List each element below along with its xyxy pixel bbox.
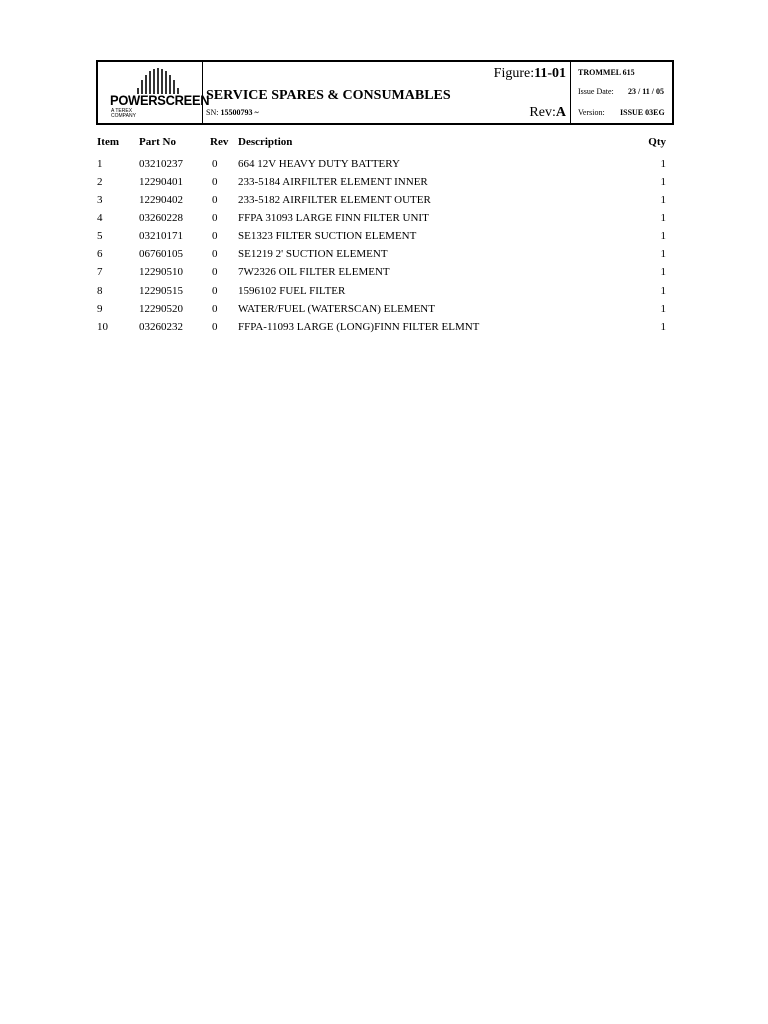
part-description: 233-5184 AIRFILTER ELEMENT INNER bbox=[238, 176, 428, 188]
part-rev: 0 bbox=[212, 248, 218, 260]
table-row bbox=[0, 303, 768, 321]
part-qty: 1 bbox=[660, 158, 666, 170]
table-row bbox=[0, 248, 768, 266]
version-value: ISSUE 03EG bbox=[620, 108, 665, 117]
company-logo bbox=[98, 62, 210, 123]
revision bbox=[529, 105, 566, 121]
table-row bbox=[0, 212, 768, 230]
logo-subtext: A TEREX COMPANY bbox=[111, 108, 136, 119]
issue-date-value: 23 / 11 / 05 bbox=[628, 87, 665, 96]
serial-number-value: 15500793 ~ bbox=[220, 108, 259, 117]
header-divider bbox=[202, 62, 203, 123]
part-number: 03260232 bbox=[139, 321, 183, 333]
part-number: 12290402 bbox=[139, 194, 183, 206]
column-header-rev: Rev bbox=[210, 136, 229, 148]
part-rev: 0 bbox=[212, 285, 218, 297]
part-qty: 1 bbox=[660, 230, 666, 242]
logo-wordmark: POWERSCREEN bbox=[110, 92, 210, 108]
part-number: 03210171 bbox=[139, 230, 183, 242]
document-title: SERVICE SPARES & CONSUMABLES bbox=[206, 88, 451, 103]
item-number: 6 bbox=[97, 248, 103, 260]
part-description: WATER/FUEL (WATERSCAN) ELEMENT bbox=[238, 303, 435, 315]
revision-value: A bbox=[555, 105, 566, 120]
table-row bbox=[0, 321, 768, 339]
part-qty: 1 bbox=[660, 248, 666, 260]
part-qty: 1 bbox=[660, 303, 666, 315]
issue-date-label: Issue Date: bbox=[578, 87, 614, 96]
column-header-qty: Qty bbox=[648, 136, 666, 148]
revision-label: Rev: bbox=[529, 105, 556, 120]
item-number: 8 bbox=[97, 285, 103, 297]
table-row bbox=[0, 158, 768, 176]
item-number: 7 bbox=[97, 266, 103, 278]
part-qty: 1 bbox=[660, 266, 666, 278]
part-rev: 0 bbox=[212, 230, 218, 242]
part-rev: 0 bbox=[212, 303, 218, 315]
part-description: SE1219 2' SUCTION ELEMENT bbox=[238, 248, 388, 260]
item-number: 1 bbox=[97, 158, 103, 170]
item-number: 9 bbox=[97, 303, 103, 315]
column-header-item: Item bbox=[97, 136, 119, 148]
machine-name: TROMMEL 615 bbox=[578, 68, 635, 77]
table-row bbox=[0, 285, 768, 303]
part-number: 03260228 bbox=[139, 212, 183, 224]
part-description: SE1323 FILTER SUCTION ELEMENT bbox=[238, 230, 417, 242]
part-description: FFPA 31093 LARGE FINN FILTER UNIT bbox=[238, 212, 429, 224]
part-number: 06760105 bbox=[139, 248, 183, 260]
item-number: 3 bbox=[97, 194, 103, 206]
item-number: 10 bbox=[97, 321, 108, 333]
header-divider bbox=[570, 62, 571, 123]
item-number: 5 bbox=[97, 230, 103, 242]
part-rev: 0 bbox=[212, 266, 218, 278]
version-label: Version: bbox=[578, 108, 605, 117]
figure-label: Figure: bbox=[493, 66, 535, 81]
part-rev: 0 bbox=[212, 321, 218, 333]
part-rev: 0 bbox=[212, 194, 218, 206]
part-description: 1596102 FUEL FILTER bbox=[238, 285, 346, 297]
part-description: 664 12V HEAVY DUTY BATTERY bbox=[238, 158, 400, 170]
column-header-description: Description bbox=[238, 136, 293, 148]
part-rev: 0 bbox=[212, 158, 218, 170]
part-qty: 1 bbox=[660, 285, 666, 297]
part-number: 12290510 bbox=[139, 266, 183, 278]
part-qty: 1 bbox=[660, 321, 666, 333]
table-row bbox=[0, 194, 768, 212]
item-number: 2 bbox=[97, 176, 103, 188]
part-qty: 1 bbox=[660, 212, 666, 224]
part-number: 03210237 bbox=[139, 158, 183, 170]
serial-number bbox=[206, 108, 259, 117]
part-rev: 0 bbox=[212, 176, 218, 188]
part-number: 12290401 bbox=[139, 176, 183, 188]
part-description: 233-5182 AIRFILTER ELEMENT OUTER bbox=[238, 194, 431, 206]
part-qty: 1 bbox=[660, 176, 666, 188]
part-qty: 1 bbox=[660, 194, 666, 206]
figure-value: 11-01 bbox=[534, 66, 566, 81]
document-header bbox=[96, 60, 674, 125]
serial-number-label: SN: bbox=[206, 108, 219, 117]
table-row bbox=[0, 266, 768, 284]
table-row bbox=[0, 176, 768, 194]
part-number: 12290520 bbox=[139, 303, 183, 315]
figure-number bbox=[494, 66, 566, 82]
part-description: 7W2326 OIL FILTER ELEMENT bbox=[238, 266, 390, 278]
item-number: 4 bbox=[97, 212, 103, 224]
part-rev: 0 bbox=[212, 212, 218, 224]
part-number: 12290515 bbox=[139, 285, 183, 297]
column-header-part-no: Part No bbox=[139, 136, 176, 148]
table-row bbox=[0, 230, 768, 248]
part-description: FFPA-11093 LARGE (LONG)FINN FILTER ELMNT bbox=[238, 321, 480, 333]
